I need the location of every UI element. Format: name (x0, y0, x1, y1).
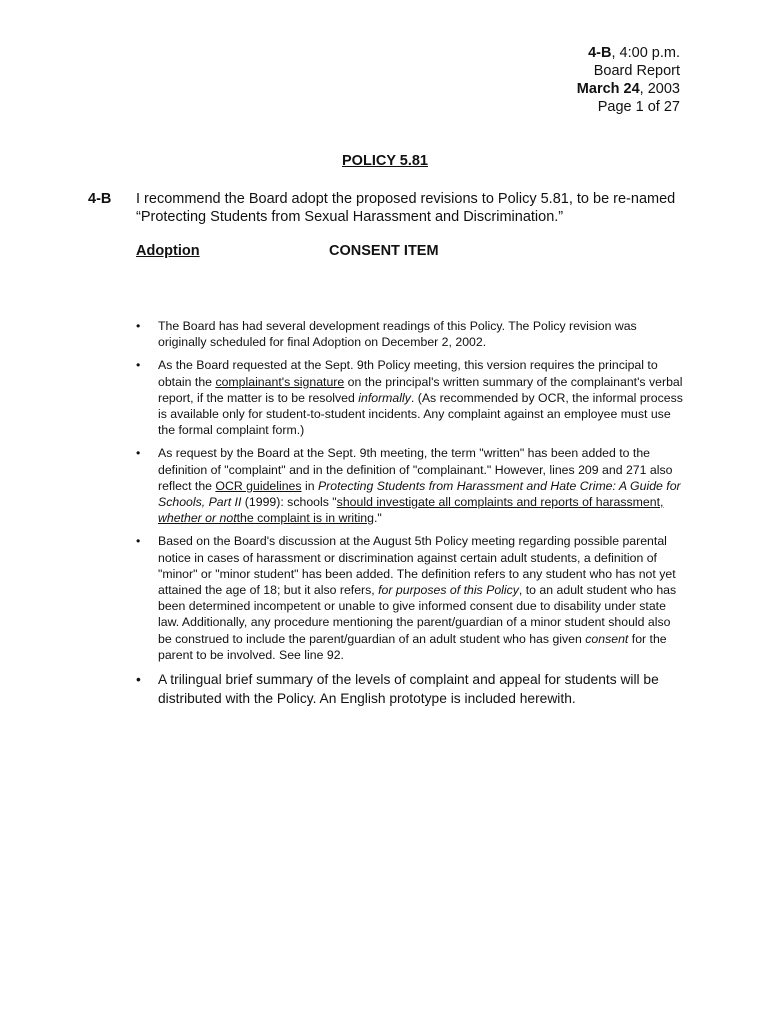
bullet-text (158, 358, 683, 437)
text-run: (1999): schools " (241, 495, 337, 510)
list-item (136, 670, 684, 708)
header-date-bold: March 24 (576, 81, 640, 97)
bullet-icon: • (136, 672, 141, 688)
italic-text: consent (585, 631, 629, 646)
bullet-icon: • (136, 446, 141, 461)
bullet-text (158, 446, 681, 525)
underlined-text: the complaint is in writing (236, 511, 374, 526)
report-header (577, 44, 680, 116)
text-run: . (As recommended by OCR, the informal process is available only for student-to-student incidents. Any complaint against an employee must use the formal complaint form.) (158, 390, 683, 438)
list-item (136, 318, 684, 350)
header-page-number: Page 1 of 27 (597, 99, 680, 115)
bullet-text (158, 534, 676, 661)
header-time: , 4:00 p.m. (611, 45, 680, 61)
adoption-label: Adoption (136, 243, 200, 259)
text-run: on the principal's written summary of the complainant's verbal report, if the matter is to be resolved (158, 374, 683, 405)
header-item-time (577, 44, 680, 62)
text-run: in (301, 478, 318, 493)
text-run: ." (373, 511, 382, 526)
bullet-icon: • (136, 319, 141, 333)
policy-title: POLICY 5.81 (342, 153, 428, 169)
italic-text: Protecting Students from Harassment and Hate Crime: A Guide for Schools, Part II (158, 478, 681, 510)
underlined-text: should investigate all complaints and reports of harassment, (336, 495, 664, 510)
item-label: 4-B (88, 191, 112, 207)
underlined-italic-text: whether or not (158, 511, 237, 526)
text-run: , to an adult student who has been determined incompetent or unable to give informed consent due to disability under state law. Additionally, any procedure mentioning the parent/guardian of a minor student should also be construed to include the parent/guardian of an adult student who has given (158, 583, 677, 646)
header-report-type: Board Report (593, 63, 680, 79)
bullet-list (136, 318, 684, 715)
bullet-text: A trilingual brief summary of the levels of complaint and appeal for students will be distributed with the Policy. An English prototype is included herewith. (158, 672, 659, 707)
bullet-icon: • (136, 358, 141, 373)
underlined-text: OCR guidelines (215, 478, 302, 493)
text-run: As request by the Board at the Sept. 9th meeting, the term "written" has been added to the definition of "complaint" and in the definition of "complainant." However, lines 209 and 271 also reflect the (158, 446, 673, 493)
text-run: Based on the Board's discussion at the August 5th Policy meeting regarding possible parental notice in cases of harassment or discrimination against certain adult students, a definition of "minor" or "minor student" has been added. The definition refers to any student who has not yet attained the age of 18; but it also refers, (158, 534, 676, 598)
header-date (577, 80, 680, 98)
italic-text: for purposes of this Policy (378, 583, 519, 598)
underlined-text: complainant's signature (215, 374, 345, 389)
consent-item-label: CONSENT ITEM (329, 243, 439, 259)
recommendation-text: I recommend the Board adopt the proposed revisions to Policy 5.81, to be re-named “Protecting Students from Sexual Harassment and Discrimination.” (136, 191, 676, 225)
header-date-year: , 2003 (639, 81, 680, 97)
text-run: for the parent to be involved. See line 92. (158, 631, 667, 662)
text-run: As the Board requested at the Sept. 9th Policy meeting, this version requires the principal to obtain the (158, 358, 658, 389)
list-item (136, 357, 684, 438)
list-item (136, 533, 684, 663)
italic-text: informally (358, 390, 411, 405)
bullet-text: The Board has had several development readings of this Policy. The Policy revision was originally scheduled for final Adoption on December 2, 2002. (158, 319, 637, 350)
header-item-code: 4-B (588, 45, 612, 61)
list-item (136, 445, 684, 526)
bullet-icon: • (136, 534, 141, 549)
